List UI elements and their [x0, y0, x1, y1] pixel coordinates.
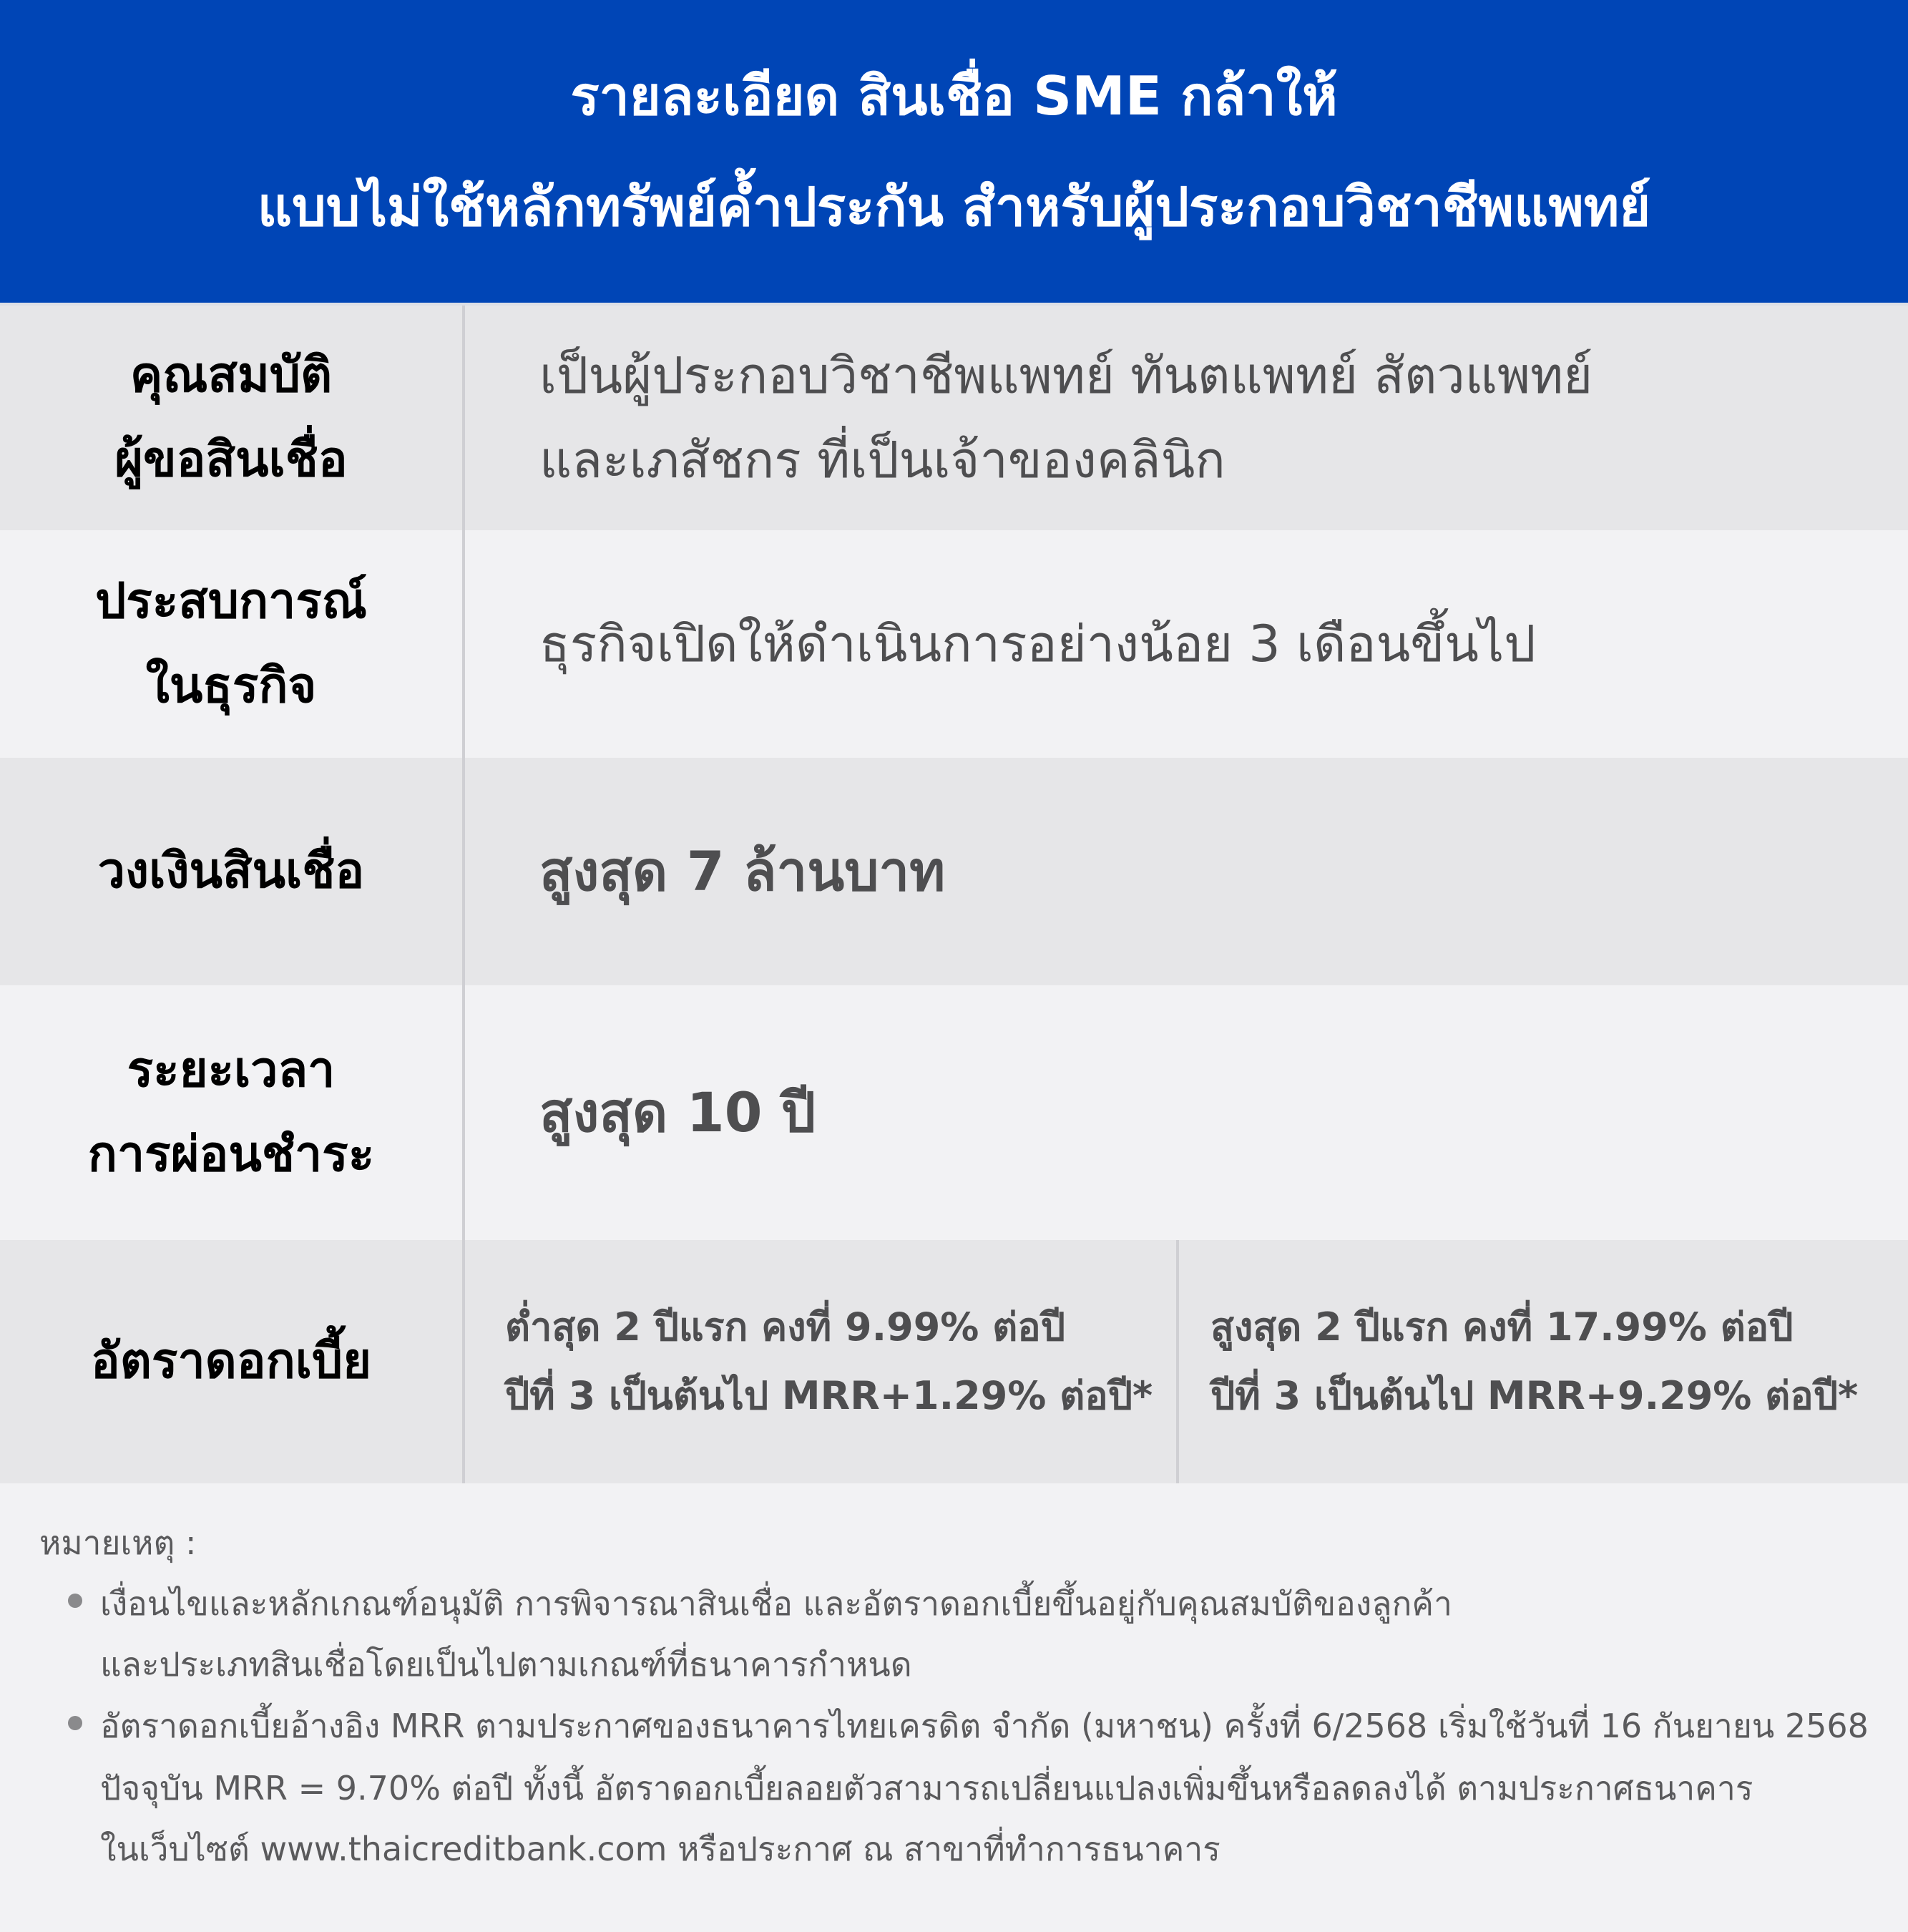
- note-line: เงื่อนไขและหลักเกณฑ์อนุมัติ การพิจารณาสินเชื่อ และอัตราดอกเบี้ยขึ้นอยู่กับคุณสมบัติของลูกค้า: [100, 1584, 1452, 1623]
- row-value: [465, 530, 1908, 758]
- row-qualification: [0, 306, 1908, 530]
- note-line: และประเภทสินเชื่อโดยเป็นไปตามเกณฑ์ที่ธนาคารกำหนด: [100, 1645, 912, 1684]
- note-line: ปัจจุบัน MRR = 9.70% ต่อปี ทั้งนี้ อัตราดอกเบี้ยลอยตัวสามารถเปลี่ยนแปลงเพิ่มขึ้นหรือลดลงได้ ตามประกาศธนาคาร: [100, 1769, 1753, 1807]
- rate-line: ปีที่ 3 เป็นต้นไป MRR+1.29% ต่อปี*: [505, 1373, 1153, 1418]
- header-title-line-1: รายละเอียด สินเชื่อ SME กล้าให้: [570, 64, 1338, 127]
- label-line: วงเงินสินเชื่อ: [97, 843, 365, 899]
- row-value: [465, 758, 1908, 985]
- notes-title: หมายเหตุ :: [39, 1523, 197, 1562]
- row-label: [0, 530, 465, 758]
- bullet-icon: [68, 1716, 82, 1730]
- value-line: ธุรกิจเปิดให้ดำเนินการอย่างน้อย 3 เดือนขึ้นไป: [539, 615, 1536, 673]
- value-line: สูงสุด 10 ปี: [539, 1080, 816, 1144]
- note-line: อัตราดอกเบี้ยอ้างอิง MRR ตามประกาศของธนาคารไทยเครดิต จำกัด (มหาชน) ครั้งที่ 6/2568 เริ่มใช้วันที่ 16 กันยายน 2568: [100, 1707, 1869, 1745]
- label-line: ในธุรกิจ: [145, 658, 317, 714]
- rate-line: สูงสุด 2 ปีแรก คงที่ 17.99% ต่อปี: [1210, 1304, 1794, 1350]
- rate-max-cell: [1179, 1240, 1908, 1483]
- row-value: [465, 306, 1908, 530]
- label-line: การผ่อนชำระ: [87, 1126, 375, 1183]
- header-title-line-2: แบบไม่ใช้หลักทรัพย์ค้ำประกัน สำหรับผู้ประกอบวิชาชีพแพทย์: [257, 175, 1651, 238]
- label-line: ผู้ขอสินเชื่อ: [114, 431, 348, 488]
- rate-line: ปีที่ 3 เป็นต้นไป MRR+9.29% ต่อปี*: [1210, 1373, 1859, 1418]
- rate-min-cell: [465, 1240, 1179, 1483]
- label-line: ประสบการณ์: [95, 573, 367, 630]
- row-label: [0, 306, 465, 530]
- row-label: [0, 985, 465, 1240]
- row-label: [0, 1240, 465, 1483]
- bullet-icon: [68, 1594, 82, 1608]
- label-line: อัตราดอกเบี้ย: [90, 1333, 372, 1390]
- row-label: [0, 758, 465, 985]
- row-credit-limit: [0, 758, 1908, 985]
- row-experience: [0, 530, 1908, 758]
- value-line: เป็นผู้ประกอบวิชาชีพแพทย์ ทันตแพทย์ สัตวแพทย์: [539, 346, 1593, 405]
- rate-values: [465, 1240, 1908, 1483]
- row-interest-rate: [0, 1240, 1908, 1483]
- value-line: และเภสัชกร ที่เป็นเจ้าของคลินิก: [539, 431, 1225, 489]
- row-repayment-period: [0, 985, 1908, 1240]
- page-header: [0, 0, 1908, 303]
- note-line: ในเว็บไซต์ www.thaicreditbank.com หรือประกาศ ณ สาขาที่ทำการธนาคาร: [100, 1830, 1220, 1868]
- value-line: สูงสุด 7 ล้านบาท: [539, 839, 946, 903]
- row-value: [465, 985, 1908, 1240]
- label-line: คุณสมบัติ: [129, 347, 333, 404]
- label-line: ระยะเวลา: [127, 1042, 336, 1098]
- rate-line: ต่ำสุด 2 ปีแรก คงที่ 9.99% ต่อปี: [505, 1304, 1065, 1350]
